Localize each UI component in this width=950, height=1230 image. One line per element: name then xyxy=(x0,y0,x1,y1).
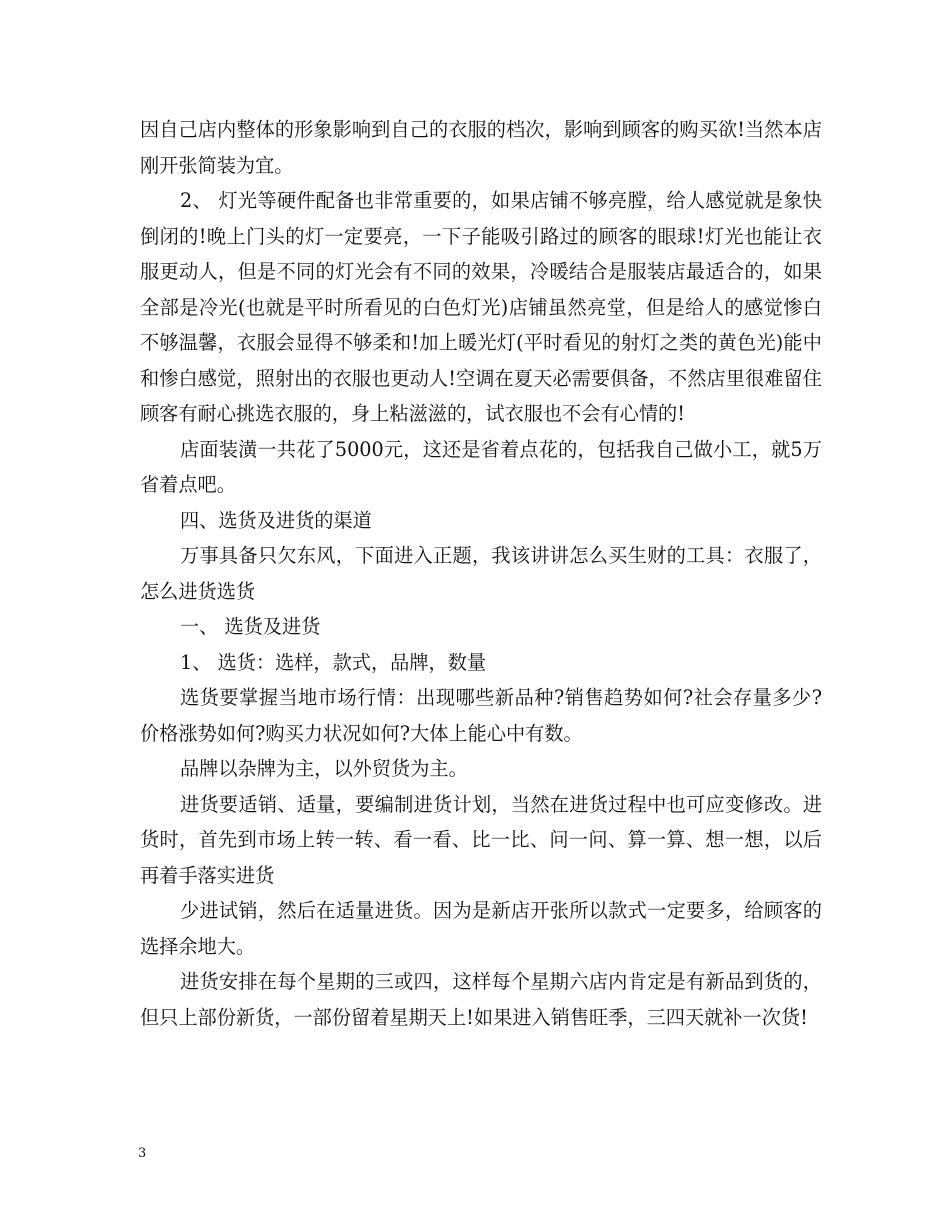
paragraph: 店面装潢一共花了5000元，这还是省着点花的，包括我自己做小工，就5万省着点吧。 xyxy=(140,437,822,496)
paragraph: 进货安排在每个星期的三或四，这样每个星期六店内肯定是有新品到货的，但只上部份新货，一部份留着星期天上!如果进入销售旺季，三四天就补一次货! xyxy=(140,970,822,1029)
paragraph: 因自己店内整体的形象影响到自己的衣服的档次，影响到顾客的购买欲!当然本店刚开张简装为宜。 xyxy=(140,118,822,177)
page-number: 3 xyxy=(138,1146,147,1161)
paragraph: 进货要适销、适量，要编制进货计划，当然在进货过程中也可应变修改。进货时，首先到市场上转一转、看一看、比一比、问一问、算一算、想一想，以后再着手落实进货 xyxy=(140,792,822,887)
paragraph: 品牌以杂牌为主，以外贸货为主。 xyxy=(180,757,468,780)
paragraph: 选货要掌握当地市场行情：出现哪些新品种?销售趋势如何?社会存量多少?价格涨势如何?购买力状况如何?大体上能心中有数。 xyxy=(140,686,822,745)
paragraph: 少进试销，然后在适量进货。因为是新店开张所以款式一定要多，给顾客的选择余地大。 xyxy=(140,899,822,958)
paragraph: 2、 灯光等硬件配备也非常重要的，如果店铺不够亮膛，给人感觉就是象快倒闭的!晚上门头的灯一定要亮，一下子能吸引路过的顾客的眼球!灯光也能让衣服更动人，但是不同的灯光会有不同的效果，冷暖结合是服装店最适合的，如果全部是冷光(也就是平时所看见的白色灯光)店铺虽然亮堂，但是给人的感觉惨白不够温馨，衣服会显得不够柔和!加上暖光灯(平时看见的射灯之类的黄色光)能中和惨白感觉，照射出的衣服也更动人!空调在夏天必需要俱备，不然店里很难留住顾客有耐心挑选衣服的，身上粘滋滋的，试衣服也不会有心情的! xyxy=(140,189,822,425)
list-item: 1、 选货：选样，款式，品牌，数量 xyxy=(180,650,487,674)
document-body xyxy=(140,112,822,1035)
subsection-heading: 一、 选货及进货 xyxy=(180,615,321,638)
section-heading: 四、选货及进货的渠道 xyxy=(180,508,372,532)
paragraph: 万事具备只欠东风，下面进入正题，我该讲讲怎么买生财的工具：衣服了，怎么进货选货 xyxy=(140,544,822,603)
